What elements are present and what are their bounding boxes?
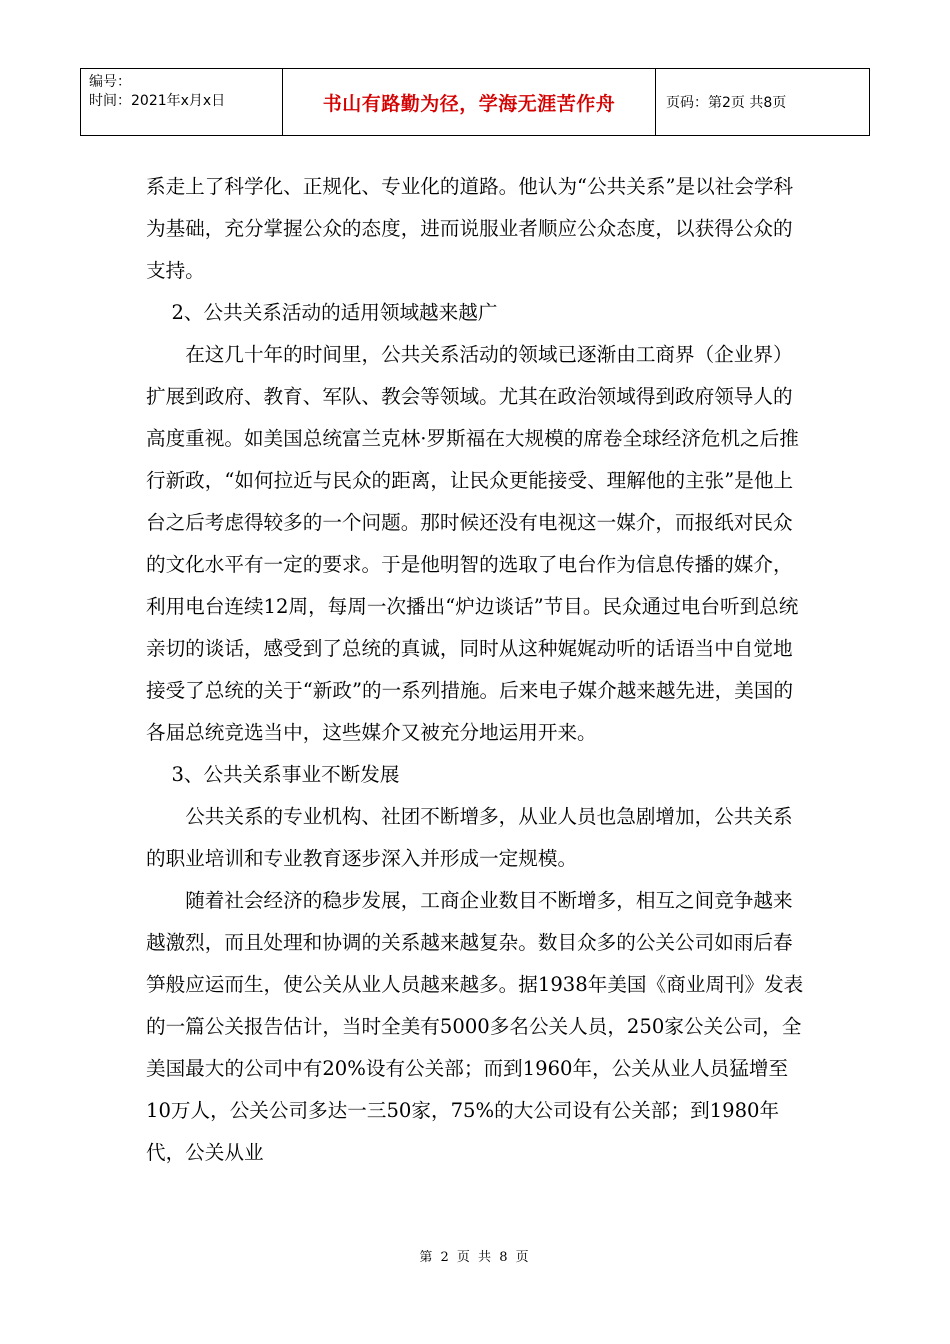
header-motto: 书山有路勤为径，学海无涯苦作舟	[283, 69, 656, 135]
header-meta	[81, 69, 283, 135]
paragraph: 随着社会经济的稳步发展，工商企业数目不断增多，相互之间竞争越来越激烈，而且处理和协调的关系越来越复杂。数目众多的公关公司如雨后春笋般应运而生，使公关从业人员越来越多。据1938年美国《商业周刊》发表的一篇公关报告估计，当时全美有5000多名公关人员，250家公关公司，全美国最大的公司中有20%设有公关部；而到1960年，公关从业人员猛增至10万人，公关公司多达一三50家，75%的大公司设有公关部；到1980年代，公关从业	[146, 889, 804, 1164]
page-footer: 第 2 页 共 8 页	[419, 1250, 531, 1265]
paragraph: 在这几十年的时间里，公共关系活动的领域已逐渐由工商界（企业界）扩展到政府、教育、军队、教会等领域。尤其在政治领域得到政府领导人的高度重视。如美国总统富兰克林·罗斯福在大规模的席卷全球经济危机之后推行新政，“如何拉近与民众的距离，让民众更能接受、理解他的主张”是他上台之后考虑得较多的一个问题。那时候还没有电视这一媒介，而报纸对民众的文化水平有一定的要求。于是他明智的选取了电台作为信息传播的媒介，利用电台连续12周，每周一次播出“炉边谈话”节目。民众通过电台听到总统亲切的谈话，感受到了总统的真诚，同时从这种娓娓动听的话语当中自觉地接受了总统的关于“新政”的一系列措施。后来电子媒介越来越先进，美国的各届总统竞选当中，这些媒介又被充分地运用开来。	[146, 343, 799, 744]
document-code: 编号：	[89, 74, 131, 90]
header-page-info: 页码：第2页 共8页	[666, 95, 787, 111]
document-body	[146, 166, 810, 1174]
document-date: 时间：2021年x月x日	[89, 93, 226, 109]
paragraph-continuation: 系走上了科学化、正规化、专业化的道路。他认为“公共关系”是以社会学科为基础，充分掌握公众的态度，进而说服业者顺应公众态度，以获得公众的支持。	[146, 175, 794, 282]
section-heading: 3、公共关系事业不断发展	[171, 763, 400, 786]
paragraph: 公共关系的专业机构、社团不断增多，从业人员也急剧增加，公共关系的职业培训和专业教育逐步深入并形成一定规模。	[146, 805, 793, 870]
section-heading: 2、公共关系活动的适用领域越来越广	[171, 301, 498, 324]
page-header	[80, 68, 870, 136]
